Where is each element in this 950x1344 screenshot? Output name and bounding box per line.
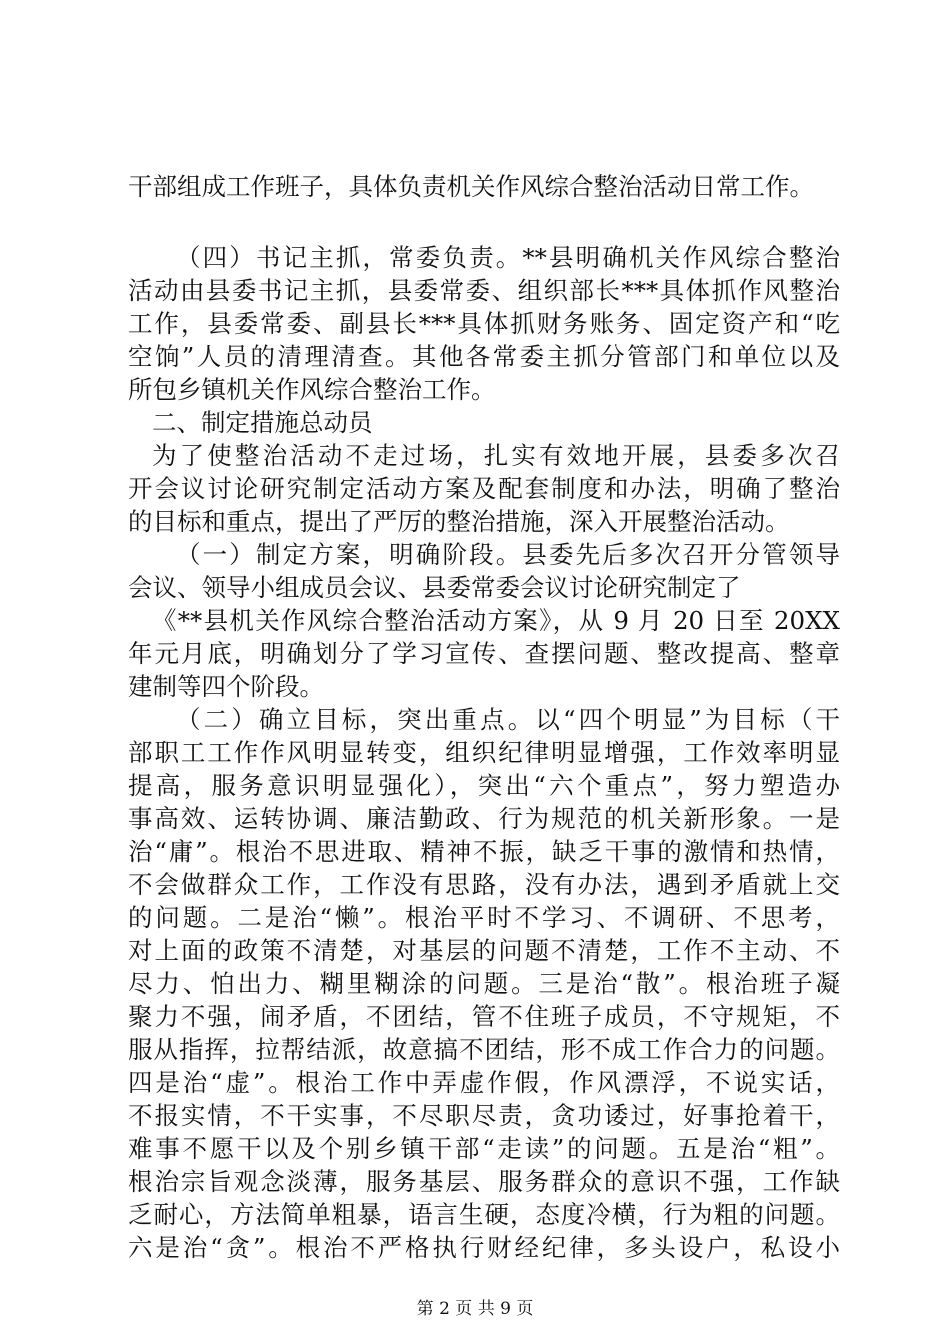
text-line: 工作，县委常委、副县长***具体抓财务账务、固定资产和“吃 [128, 309, 840, 338]
text-line: 提高，服务意识明显强化），突出“六个重点”，努力塑造办 [128, 771, 840, 800]
page-number-footer: 第 2 页 共 9 页 [416, 1299, 534, 1319]
text-line: 难事不愿干以及个别乡镇干部“走读”的问题。五是治“粗”。 [128, 1134, 840, 1163]
document-body [128, 170, 840, 1264]
text-line: 干部组成工作班子，具体负责机关作风综合整治活动日常工作。 [128, 172, 814, 201]
text-line: 乏耐心，方法简单粗暴，语言生硬，态度冷横，行为粗的问题。 [128, 1200, 840, 1229]
text-line: 六是治“贪”。根治不严格执行财经纪律，多头设户，私设小 [128, 1233, 840, 1262]
text-line: 二、制定措施总动员 [152, 408, 373, 437]
text-line: 《**县机关作风综合整治活动方案》，从 9 月 20 日至 20XX [152, 606, 840, 635]
text-line: 尽力、怕出力、糊里糊涂的问题。三是治“散”。根治班子凝 [128, 969, 840, 998]
text-line: 为了使整治活动不走过场，扎实有效地开展，县委多次召 [152, 441, 840, 470]
text-line: 事高效、运转协调、廉洁勤政、行为规范的机关新形象。一是 [128, 804, 840, 833]
text-line: 服从指挥，拉帮结派，故意搞不团结，形不成工作合力的问题。 [128, 1035, 840, 1064]
text-line: （四）书记主抓，常委负责。**县明确机关作风综合整治 [176, 243, 840, 272]
text-line: 治“庸”。根治不思进取、精神不振，缺乏干事的激情和热情， [128, 837, 840, 866]
text-line: 空饷”人员的清理清查。其他各常委主抓分管部门和单位以及 [128, 342, 840, 371]
text-line: 年元月底，明确划分了学习宣传、查摆问题、整改提高、整章 [128, 639, 840, 668]
text-line: 根治宗旨观念淡薄，服务基层、服务群众的意识不强，工作缺 [128, 1167, 840, 1196]
text-line: 的问题。二是治“懒”。根治平时不学习、不调研、不思考， [128, 903, 840, 932]
text-line: 不报实情，不干实事，不尽职尽责，贪功诿过，好事抢着干， [128, 1101, 840, 1130]
text-line: 对上面的政策不清楚，对基层的问题不清楚，工作不主动、不 [128, 936, 840, 965]
text-line: 聚力不强，闹矛盾，不团结，管不住班子成员，不守规矩，不 [128, 1002, 840, 1031]
paragraph-gap [128, 203, 840, 241]
text-line: 部职工工作作风明显转变，组织纪律明显增强，工作效率明显 [128, 738, 840, 767]
text-line: 活动由县委书记主抓，县委常委、组织部长***具体抓作风整治 [128, 276, 840, 305]
text-line: 建制等四个阶段。 [128, 672, 324, 701]
text-line: 四是治“虚”。根治工作中弄虚作假，作风漂浮，不说实话， [128, 1068, 840, 1097]
text-line: （一）制定方案，明确阶段。县委先后多次召开分管领导 [176, 540, 840, 569]
text-line: 所包乡镇机关作风综合整治工作。 [128, 375, 496, 404]
text-line: （二）确立目标，突出重点。以“四个明显”为目标（干 [176, 705, 840, 734]
text-line: 不会做群众工作，工作没有思路，没有办法，遇到矛盾就上交 [128, 870, 840, 899]
text-line: 的目标和重点，提出了严厉的整治措施，深入开展整治活动。 [128, 507, 790, 536]
text-line: 会议、领导小组成员会议、县委常委会议讨论研究制定了 [128, 573, 741, 602]
text-line: 开会议讨论研究制定活动方案及配套制度和办法，明确了整治 [128, 474, 840, 503]
